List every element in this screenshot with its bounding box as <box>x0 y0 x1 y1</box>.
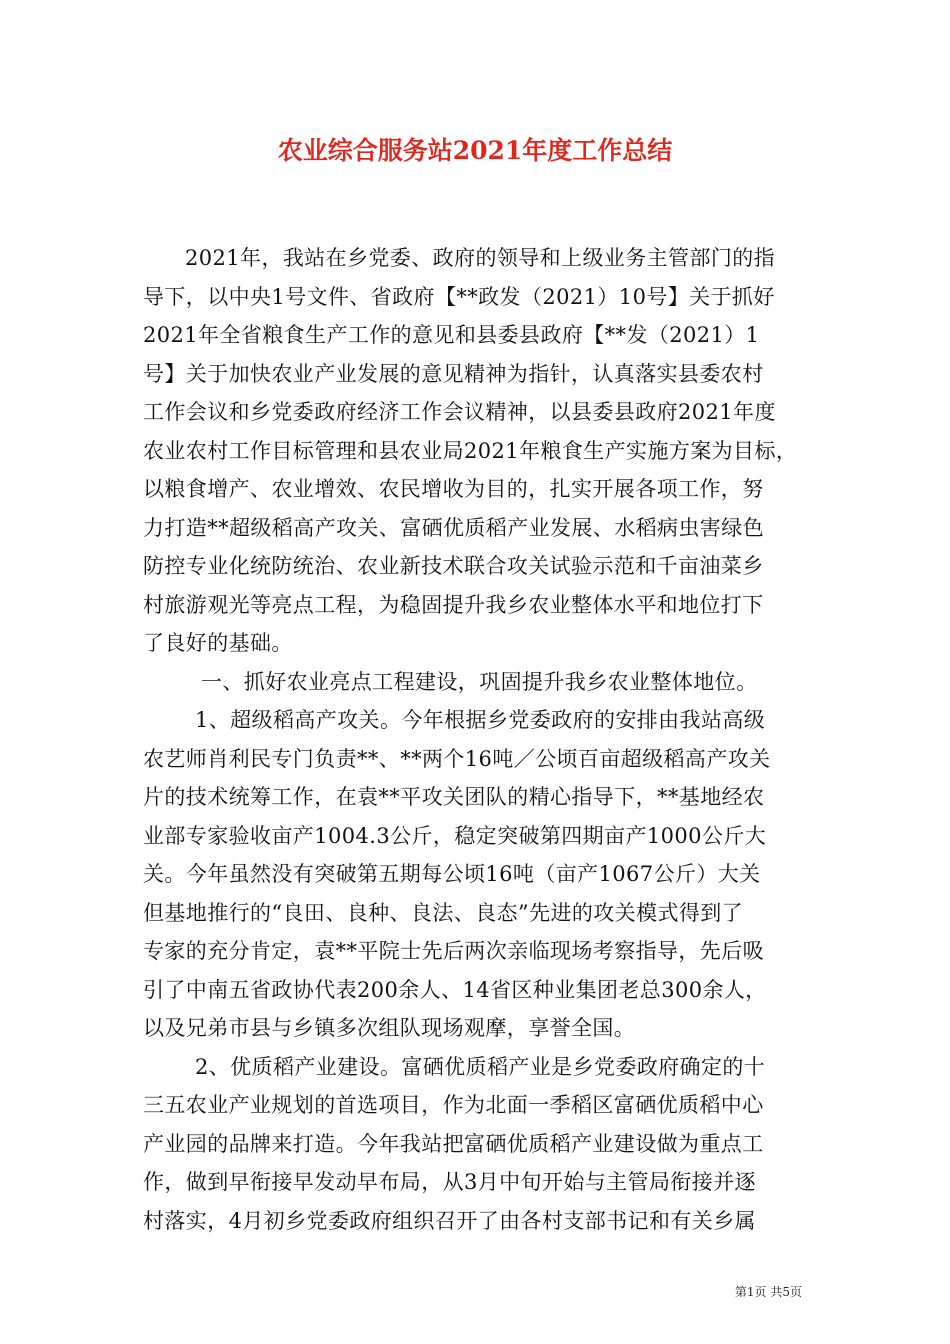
paragraph-line: 引了中南五省政协代表200余人、14省区种业集团老总300余人， <box>143 977 767 1002</box>
paragraph-line: 作，做到早衔接早发动早布局，从3月中旬开始与主管局衔接并逐 <box>143 1170 756 1194</box>
paragraph-line: 但基地推行的“良田、良种、良法、良态”先进的攻关模式得到了 <box>143 900 744 925</box>
paragraph-line: 业部专家验收亩产1004.3公斤，稳定突破第四期亩产1000公斤大 <box>143 823 767 848</box>
paragraph-line: 2021年全省粮食生产工作的意见和县委县政府【**发（2021）1 <box>143 323 760 347</box>
paragraph-line: 工作会议和乡党委政府经济工作会议精神，以县委县政府2021年度 <box>143 400 776 424</box>
paragraph-line: 村旅游观光等亮点工程，为稳固提升我乡农业整体水平和地位打下 <box>143 592 764 617</box>
page-number: 第1页 共5页 <box>734 1285 802 1299</box>
paragraph-line: 村落实，4月初乡党委政府组织召开了由各村支部书记和有关乡属 <box>143 1208 756 1233</box>
paragraph-line: 号】关于加快农业产业发展的意见精神为指针，认真落实县委农村 <box>143 361 764 386</box>
document-title: 农业综合服务站2021年度工作总结 <box>277 136 673 165</box>
section-heading: 一、抓好农业亮点工程建设，巩固提升我乡农业整体地位。 <box>201 669 758 694</box>
paragraph-line: 2021年，我站在乡党委、政府的领导和上级业务主管部门的指 <box>185 246 776 270</box>
paragraph-line: 产业园的品牌来打造。今年我站把富硒优质稻产业建设做为重点工 <box>143 1131 764 1156</box>
paragraph-line: 片的技术统筹工作，在袁**平攻关团队的精心指导下，**基地经农 <box>143 785 765 809</box>
paragraph-line: 三五农业产业规划的首选项目，作为北面一季稻区富硒优质稻中心 <box>143 1093 764 1117</box>
paragraph-line: 关。今年虽然没有突破第五期每公顷16吨（亩产1067公斤）大关 <box>143 862 761 886</box>
paragraph-line: 防控专业化统防统治、农业新技术联合攻关试验示范和千亩油菜乡 <box>143 554 764 578</box>
paragraph-line: 2、优质稻产业建设。富硒优质稻产业是乡党委政府确定的十 <box>195 1054 766 1079</box>
paragraph-line: 1、超级稻高产攻关。今年根据乡党委政府的安排由我站高级 <box>195 708 766 732</box>
paragraph-line: 农业农村工作目标管理和县农业局2021年粮食生产实施方案为目标， <box>143 438 798 463</box>
paragraph-line: 专家的充分肯定，袁**平院士先后两次亲临现场考察指导，先后吸 <box>143 939 764 963</box>
paragraph-line: 了良好的基础。 <box>143 631 293 655</box>
document-body <box>143 239 808 1240</box>
paragraph-line: 导下，以中央1号文件、省政府【**政发（2021）10号】关于抓好 <box>143 284 775 309</box>
paragraph-line: 农艺师肖利民专门负责**、**两个16吨／公顷百亩超级稻高产攻关 <box>143 746 771 771</box>
paragraph-line: 以及兄弟市县与乡镇多次组队现场观摩，享誉全国。 <box>143 1016 636 1040</box>
paragraph-line: 力打造**超级稻高产攻关、富硒优质稻产业发展、水稻病虫害绿色 <box>143 515 764 540</box>
paragraph-line: 以粮食增产、农业增效、农民增收为目的，扎实开展各项工作，努 <box>143 477 764 501</box>
